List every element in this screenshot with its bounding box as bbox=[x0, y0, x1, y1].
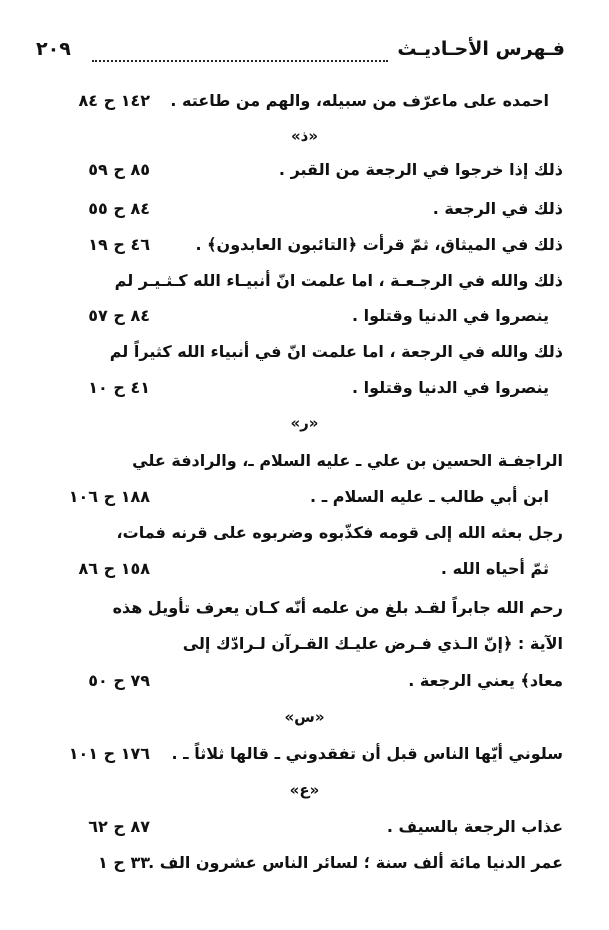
entry-line: الراجفـة الحسين بن علي ـ عليه السلام ـ، والرادفة علي bbox=[132, 451, 563, 470]
entry-line: ذلك والله في الرجعة ، اما علمت انّ في أنبياء الله كثيراً لم bbox=[109, 342, 563, 361]
entry-line: ذلك في الرجعة . bbox=[432, 199, 563, 218]
entry-reference: ٨٥ ح ٥٩ bbox=[88, 160, 150, 179]
entry-reference: ١٥٨ ح ٨٦ bbox=[78, 559, 150, 578]
header-dotted-leader bbox=[92, 60, 388, 62]
entry-reference: ٣٣ ح ١ bbox=[98, 853, 150, 872]
section-letter-heading: «ر» bbox=[290, 414, 319, 432]
entry-line-continued: ينصروا في الدنيا وقتلوا . bbox=[352, 378, 549, 397]
entry-reference: ١٤٢ ح ٨٤ bbox=[78, 91, 150, 110]
entry-reference: ١٧٦ ح ١٠١ bbox=[68, 744, 150, 763]
entry-reference: ١٨٨ ح ١٠٦ bbox=[68, 487, 150, 506]
entry-line-continued: ابن أبي طالب ـ عليه السلام ـ . bbox=[310, 487, 549, 506]
entry-line-continued: ينصروا في الدنيا وقتلوا . bbox=[352, 306, 549, 325]
header-title: فـهرس الأحـاديـث bbox=[397, 38, 565, 60]
entry-line-continued: ثمّ أحياه الله . bbox=[440, 559, 549, 578]
entry-line: رحم الله جابراً لقـد بلغ من علمه أنّه كـان يعرف تأويل هذه bbox=[112, 598, 563, 617]
entry-line-continued: معاد﴾ يعني الرجعة . bbox=[408, 671, 563, 690]
entry-line: رجل بعثه الله إلى قومه فكذّبوه وضربوه على قرنه فمات، bbox=[116, 523, 563, 542]
entry-line: ذلك إذا خرجوا في الرجعة من القبر . bbox=[278, 160, 563, 179]
entry-line-continued: الآية : ﴿إنّ الـذي فـرض عليـك القـرآن لـرادّك إلى bbox=[182, 634, 563, 653]
entry-reference: ٨٧ ح ٦٢ bbox=[88, 817, 150, 836]
section-letter-heading: «س» bbox=[284, 708, 325, 726]
entry-reference: ٤٦ ح ١٩ bbox=[88, 235, 150, 254]
entry-line: عمر الدنيا مائة ألف سنة ؛ لسائر الناس عشرون الف . bbox=[148, 853, 563, 872]
entry-line: احمده على ماعرّف من سبيله، والهم من طاعته . bbox=[170, 91, 549, 110]
page-number: ٢٠٩ bbox=[36, 38, 71, 60]
entry-reference: ٧٩ ح ٥٠ bbox=[88, 671, 150, 690]
entry-reference: ٨٤ ح ٥٧ bbox=[88, 306, 150, 325]
entry-line: سلوني أيّها الناس قبل أن تفقدوني ـ قالها ثلاثاً ـ . bbox=[171, 744, 563, 763]
entry-line: ذلك في الميثاق، ثمّ قرأت ﴿التائبون العابدون﴾ . bbox=[195, 235, 563, 254]
entry-line: ذلك والله في الرجـعـة ، اما علمت انّ أنبيـاء الله كـثـيـر لم bbox=[114, 271, 563, 290]
section-letter-heading: «ع» bbox=[289, 781, 320, 799]
entry-line: عذاب الرجعة بالسيف . bbox=[386, 817, 563, 836]
section-letter-heading: «ذ» bbox=[290, 127, 319, 145]
entry-reference: ٤١ ح ١٠ bbox=[88, 378, 150, 397]
entry-reference: ٨٤ ح ٥٥ bbox=[88, 199, 150, 218]
